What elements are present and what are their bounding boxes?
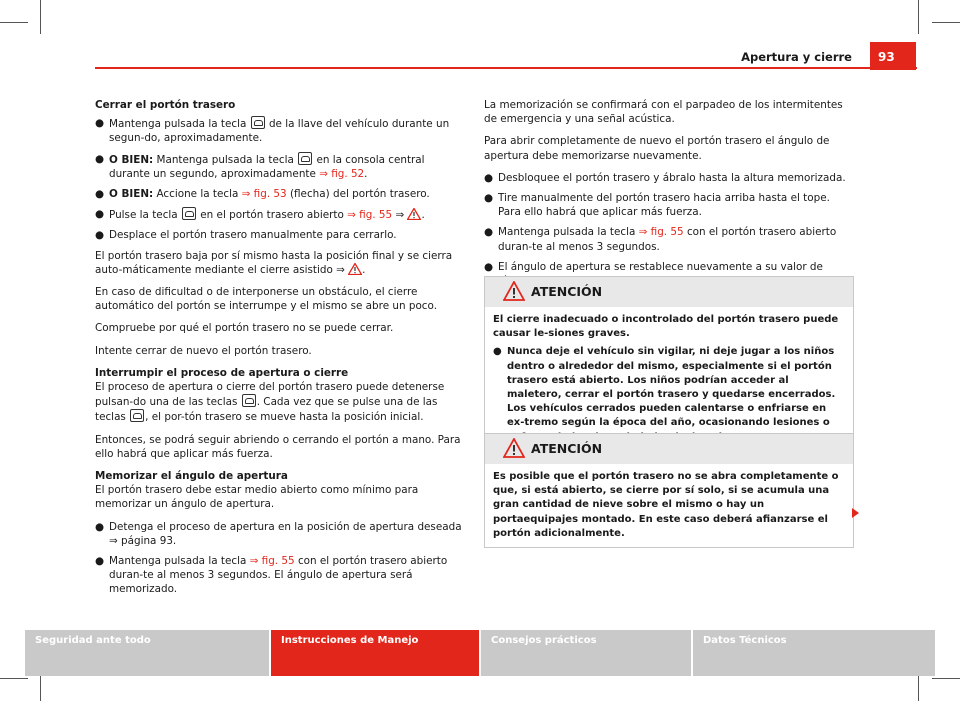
list-item: ● O BIEN: Mantenga pulsada la tecla en la consola central durante un segundo, aproximadamente ⇒ fig. 52. (95, 152, 425, 180)
list-item: ● Mantenga pulsada la tecla ⇒ fig. 55 con el portón trasero abierto duran-te al menos 3 segundos. El ángulo de apertura será memorizado. (95, 555, 448, 596)
list-item: ● Mantenga pulsada la tecla de la llave del vehículo durante un segun-do, aproximadamente. (95, 117, 450, 145)
tailgate-key-icon (298, 152, 312, 165)
paragraph: El portón trasero baja por sí mismo hasta la posición final y se cierra auto-máticamente mediante el cierre asistido ⇒ . (95, 249, 453, 276)
warning-triangle-icon (348, 263, 362, 275)
paragraph: Entonces, se podrá seguir abriendo o cerrando el portón a mano. Para ello habrá que aplicar más fuerza. (95, 433, 461, 460)
page-number: 93 (870, 42, 916, 70)
header-rule (95, 67, 917, 69)
paragraph: El portón trasero debe estar medio abierto como mínimo para memorizar un ángulo de apertura. (95, 484, 419, 511)
figure-link[interactable]: ⇒ fig. 55 (249, 555, 295, 568)
paragraph: Intente cerrar de nuevo el portón trasero. (95, 344, 312, 357)
warning-body (485, 307, 853, 451)
list-item: ● Pulse la tecla en el portón trasero abierto ⇒ fig. 55 ⇒ . (95, 208, 425, 222)
tailgate-key-icon (130, 409, 144, 422)
tab-operating-instructions[interactable]: Instrucciones de Manejo (271, 630, 479, 676)
crop-mark (932, 678, 960, 679)
warning-box (484, 276, 854, 452)
paragraph: El cierre inadecuado o incontrolado del portón trasero puede causar le-siones graves. (493, 314, 839, 340)
figure-link[interactable]: ⇒ fig. 52 (319, 167, 365, 180)
warning-header (485, 277, 853, 307)
paragraph: Para abrir completamente de nuevo el portón trasero el ángulo de apertura debe memorizarse nuevamente. (484, 135, 830, 162)
continue-arrow-icon (852, 508, 859, 518)
figure-link[interactable]: ⇒ fig. 53 (241, 188, 287, 201)
warning-box (484, 433, 854, 548)
warning-triangle-icon (503, 281, 525, 301)
paragraph: El proceso de apertura o cierre del portón trasero puede detenerse pulsan-do una de las teclas . Cada vez que se pulse una de las teclas , el por-tón trasero se mueve hasta la posición inicial. (95, 381, 445, 424)
crop-mark (932, 22, 960, 23)
paragraph: La memorización se confirmará con el parpadeo de los intermitentes de emergencia y una señal acústica. (484, 99, 843, 126)
tailgate-key-icon (242, 394, 256, 407)
tailgate-key-icon (182, 207, 196, 220)
list-item: ● O BIEN: Accione la tecla ⇒ fig. 53 (flecha) del portón trasero. (95, 188, 430, 201)
paragraph: Es posible que el portón trasero no se abra completamente o que, si está abierto, se cierre por sí solo, si se acumula una gran cantidad de nieve sobre el mismo o hay un portaequipajes montado. En este caso deberá afianzarse el portón adicionalmente. (493, 471, 839, 539)
list-item: ● Tire manualmente del portón trasero hacia arriba hasta el tope. Para ello habrá que aplicar más fuerza. (484, 192, 830, 219)
list-item: ● Desplace el portón trasero manualmente para cerrarlo. (95, 229, 397, 242)
crop-mark (0, 22, 28, 23)
heading-close-tailgate: Cerrar el portón trasero (95, 99, 236, 111)
warning-triangle-icon (407, 208, 421, 220)
warning-title: ATENCIÓN (531, 284, 603, 299)
figure-link[interactable]: ⇒ fig. 55 (347, 209, 393, 222)
crop-mark (40, 0, 41, 34)
list-item: ● El ángulo de apertura se restablece nuevamente a su valor de (484, 260, 823, 273)
warning-triangle-icon (503, 438, 525, 458)
heading-interrupt: Interrumpir el proceso de apertura o cierre (95, 366, 349, 379)
warning-header (485, 434, 853, 464)
list-item: ● Desbloquee el portón trasero y ábralo hasta la altura memorizada. (484, 171, 846, 184)
tab-safety[interactable]: Seguridad ante todo (25, 630, 269, 676)
tab-practical-tips[interactable]: Consejos prácticos (481, 630, 691, 676)
list-item: ● Nunca deje el vehículo sin vigilar, ni deje jugar a los niños dentro o alrededor del mismo, especialmente si el portón trasero está abierto. Los niños podrían acceder al maletero, cerrar el portón trasero y quedarse encerrados. Los vehículos cerrados pueden calentarse o enfriarse en ex-tremo según la época del año, ocasionando lesiones o (493, 346, 836, 429)
tab-technical-data[interactable]: Datos Técnicos (693, 630, 935, 676)
heading-memorize-angle: Memorizar el ángulo de apertura (95, 470, 288, 483)
warning-title: ATENCIÓN (531, 441, 603, 456)
left-column (95, 98, 465, 603)
section-title: Apertura y cierre (741, 50, 852, 64)
warning-body (485, 464, 853, 547)
paragraph: En caso de dificultad o de interponerse un obstáculo, el cierre automático del portón se interrumpe y el mismo se abre un poco. (95, 286, 438, 313)
tailgate-key-icon (251, 116, 265, 129)
crop-mark (918, 0, 919, 34)
list-item: ● Mantenga pulsada la tecla ⇒ fig. 55 con el portón trasero abierto duran-te al menos 3 segundos. (484, 226, 837, 253)
figure-link[interactable]: ⇒ fig. 55 (638, 226, 684, 239)
list-item: ● Detenga el proceso de apertura en la posición de apertura deseada ⇒ página 93. (95, 520, 462, 547)
paragraph: Compruebe por qué el portón trasero no se puede cerrar. (95, 322, 394, 335)
crop-mark (0, 678, 28, 679)
right-column (484, 98, 854, 294)
